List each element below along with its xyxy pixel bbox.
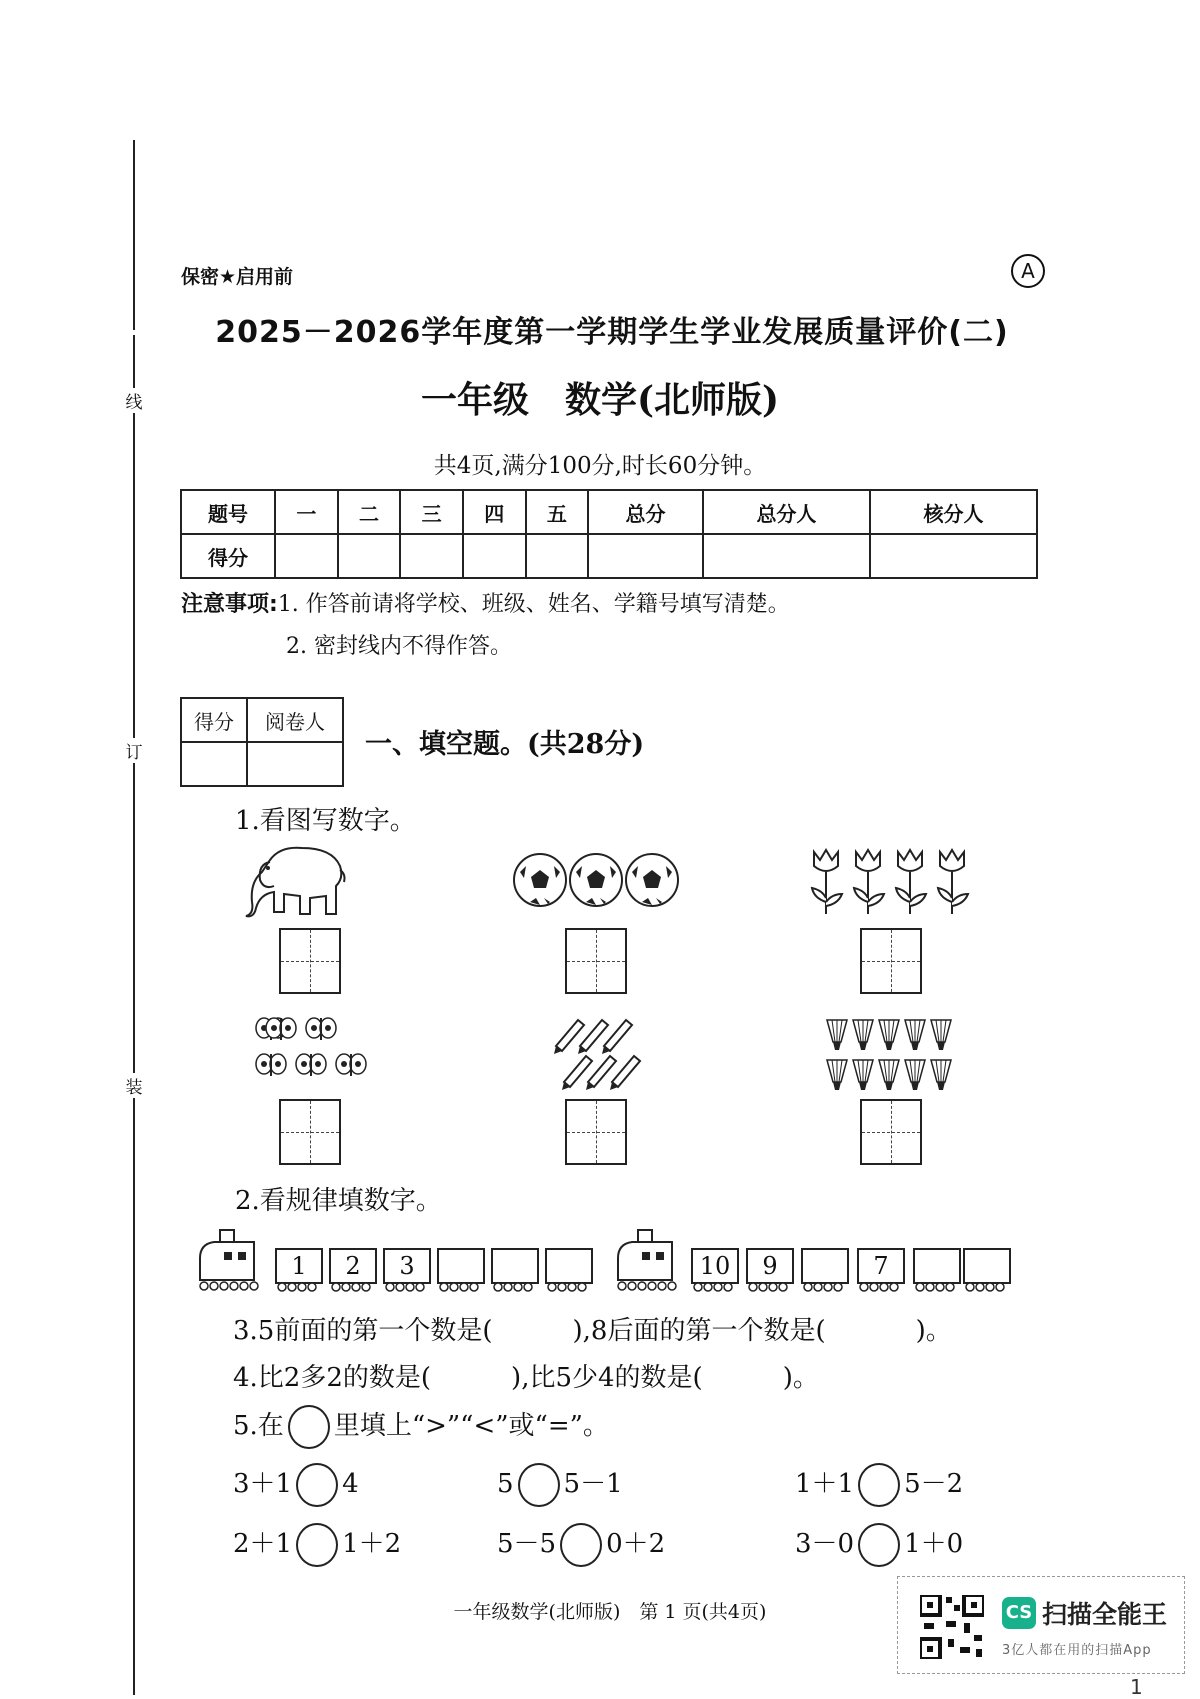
compare-right: 5－1 xyxy=(563,1469,623,1499)
train-wheels xyxy=(686,1280,1016,1294)
compare-left: 5－5 xyxy=(497,1529,557,1559)
q3-text: ),8后面的第一个数是( xyxy=(572,1316,826,1346)
q5-text: 5.在 xyxy=(233,1411,284,1441)
score-cell[interactable] xyxy=(526,534,589,578)
notes-label: 注意事项: xyxy=(181,592,278,617)
margin-line xyxy=(133,140,135,330)
q5-text: 里填上“>”“<”或“=”。 xyxy=(333,1411,609,1441)
score-header: 总分 xyxy=(588,490,703,534)
compare-left: 2＋1 xyxy=(233,1529,293,1559)
compare-item xyxy=(795,1463,963,1507)
compare-item xyxy=(233,1523,401,1567)
camscanner-logo-icon: CS xyxy=(1002,1597,1036,1629)
train-car: 7 xyxy=(857,1248,905,1284)
grader-cell[interactable] xyxy=(181,742,247,786)
soccer-ball-icon xyxy=(512,850,682,910)
train-car: 1 xyxy=(275,1248,323,1284)
score-cell[interactable] xyxy=(275,534,338,578)
notes xyxy=(181,587,790,618)
train-car: 9 xyxy=(746,1248,794,1284)
train-car[interactable] xyxy=(913,1248,961,1284)
note-item: 1. 作答前请将学校、班级、姓名、学籍号填写清楚。 xyxy=(277,592,790,617)
compare-circle[interactable] xyxy=(560,1523,602,1567)
train-car[interactable] xyxy=(437,1248,485,1284)
answer-box[interactable] xyxy=(860,1099,922,1165)
note-item: 2. 密封线内不得作答。 xyxy=(286,634,512,659)
q3-text: )。 xyxy=(915,1316,952,1346)
margin-char-zhuang: 装 xyxy=(123,1073,145,1098)
watermark-brand: 扫描全能王 xyxy=(1042,1600,1168,1629)
score-cell[interactable] xyxy=(703,534,870,578)
grader-header: 得分 xyxy=(181,698,247,742)
compare-circle[interactable] xyxy=(296,1523,338,1567)
score-cell[interactable] xyxy=(588,534,703,578)
answer-box[interactable] xyxy=(565,1099,627,1165)
score-table xyxy=(180,489,1038,579)
compare-right: 4 xyxy=(342,1469,359,1499)
compare-left: 5 xyxy=(497,1469,514,1499)
score-row-label: 得分 xyxy=(181,534,275,578)
train-car[interactable] xyxy=(545,1248,593,1284)
compare-circle[interactable] xyxy=(296,1463,338,1507)
answer-box[interactable] xyxy=(279,1099,341,1165)
exam-subtitle: 一年级 数学(北师版) xyxy=(420,379,780,421)
question-1: 1.看图写数字。 xyxy=(235,806,416,836)
shuttlecock-icon xyxy=(825,1018,957,1094)
compare-circle-icon xyxy=(288,1405,330,1449)
section-heading: 一、填空题。(共28分) xyxy=(365,729,645,760)
train-engine-icon xyxy=(196,1222,264,1294)
version-mark: A xyxy=(1011,254,1045,288)
exam-title: 2025－2026学年度第一学期学生学业发展质量评价(二) xyxy=(215,315,1009,350)
grader-header: 阅卷人 xyxy=(247,698,343,742)
score-header: 四 xyxy=(463,490,526,534)
exam-info: 共4页,满分100分,时长60分钟。 xyxy=(433,453,767,479)
grader-table xyxy=(180,697,344,787)
score-cell[interactable] xyxy=(463,534,526,578)
train-car[interactable] xyxy=(801,1248,849,1284)
train-car[interactable] xyxy=(491,1248,539,1284)
qr-code-icon xyxy=(920,1595,984,1659)
q3-text: 3.5前面的第一个数是( xyxy=(233,1316,493,1346)
compare-right: 5－2 xyxy=(904,1469,964,1499)
answer-box[interactable] xyxy=(860,928,922,994)
score-header: 一 xyxy=(275,490,338,534)
compare-left: 3＋1 xyxy=(233,1469,293,1499)
compare-right: 1＋2 xyxy=(342,1529,402,1559)
train-engine-icon xyxy=(614,1222,682,1294)
elephant-icon xyxy=(240,842,348,922)
grader-cell[interactable] xyxy=(247,742,343,786)
compare-circle[interactable] xyxy=(518,1463,560,1507)
q4-text: 4.比2多2的数是( xyxy=(233,1363,432,1393)
compare-circle[interactable] xyxy=(858,1463,900,1507)
tulip-icon xyxy=(808,846,978,918)
question-5 xyxy=(233,1405,609,1449)
score-cell[interactable] xyxy=(400,534,463,578)
scanner-watermark xyxy=(897,1576,1185,1674)
compare-right: 1＋0 xyxy=(904,1529,964,1559)
train-car: 2 xyxy=(329,1248,377,1284)
compare-left: 3－0 xyxy=(795,1529,855,1559)
compare-right: 0＋2 xyxy=(606,1529,666,1559)
question-4 xyxy=(233,1357,819,1394)
page-footer: 一年级数学(北师版) 第 1 页(共4页) xyxy=(453,1601,767,1623)
score-header: 二 xyxy=(338,490,401,534)
q4-text: )。 xyxy=(782,1363,819,1393)
q4-text: ),比5少4的数是( xyxy=(511,1363,703,1393)
compare-left: 1＋1 xyxy=(795,1469,855,1499)
compare-circle[interactable] xyxy=(858,1523,900,1567)
score-cell[interactable] xyxy=(870,534,1037,578)
compare-item xyxy=(497,1463,623,1507)
score-header: 五 xyxy=(526,490,589,534)
score-header: 总分人 xyxy=(703,490,870,534)
confidential-label: 保密★启用前 xyxy=(181,266,294,288)
margin-line xyxy=(133,335,135,1695)
compare-item xyxy=(233,1463,359,1507)
compare-item xyxy=(497,1523,665,1567)
watermark-tagline: 3亿人都在用的扫描App xyxy=(1002,1643,1152,1658)
score-header: 题号 xyxy=(181,490,275,534)
score-cell[interactable] xyxy=(338,534,401,578)
butterfly-icon xyxy=(254,1016,372,1094)
question-3 xyxy=(233,1310,952,1347)
answer-box[interactable] xyxy=(279,928,341,994)
margin-char-ding: 订 xyxy=(123,738,145,763)
compare-item xyxy=(795,1523,963,1567)
train-car[interactable]: 3 xyxy=(383,1248,431,1284)
score-header: 三 xyxy=(400,490,463,534)
answer-box[interactable] xyxy=(565,928,627,994)
pencil-icon xyxy=(552,1016,644,1094)
train-wheels xyxy=(270,1280,600,1294)
question-2: 2.看规律填数字。 xyxy=(235,1186,442,1216)
train-car[interactable] xyxy=(963,1248,1011,1284)
score-header: 核分人 xyxy=(870,490,1037,534)
train-car: 10 xyxy=(691,1248,739,1284)
corner-number: 1 xyxy=(1130,1675,1143,1699)
margin-char-xian: 线 xyxy=(123,388,145,413)
